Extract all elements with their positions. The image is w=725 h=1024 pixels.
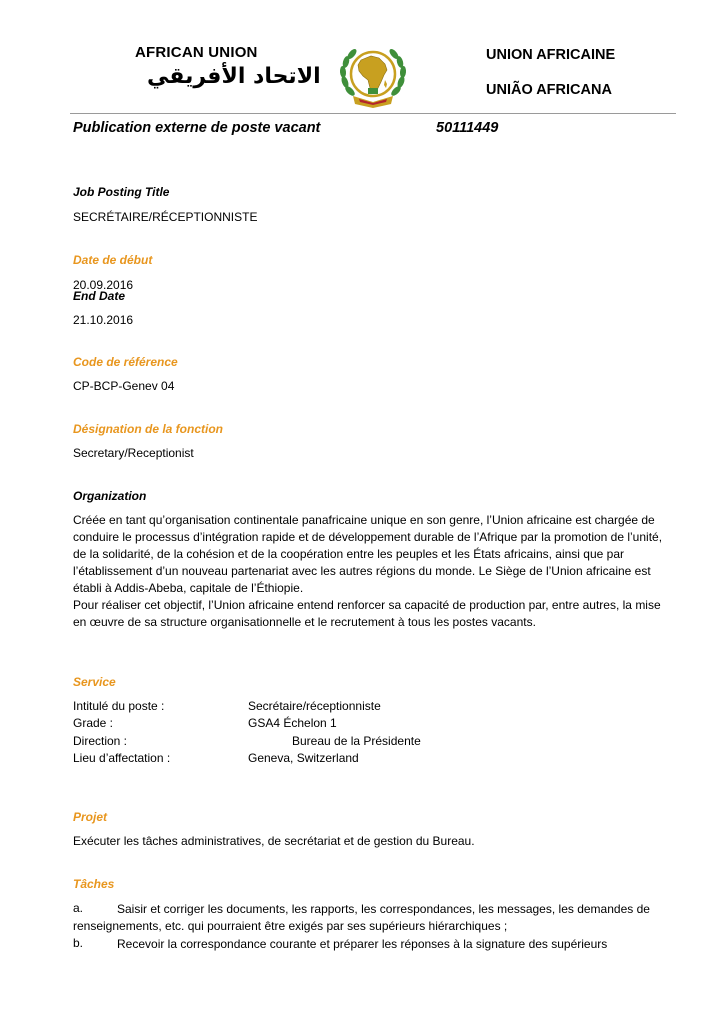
- service-value-job-title: Secrétaire/réceptionniste: [248, 699, 381, 713]
- start-date-value: 20.09.2016: [73, 278, 134, 292]
- task-text-a: Saisir et corriger les documents, les rapports, les correspondances, les messages, les demandes de: [117, 902, 650, 916]
- service-label: Service: [73, 675, 116, 689]
- service-value-location: Geneva, Switzerland: [248, 751, 359, 765]
- projet-text: Exécuter les tâches administratives, de secrétariat et de gestion du Bureau.: [73, 834, 475, 848]
- organization-label: Organization: [73, 489, 147, 503]
- organization-paragraph-1: Créée en tant qu’organisation continentale panafricaine unique en son genre, l’Union africaine est chargée de conduire le processus d’intégration rapide et de développement durable de l’Afrique par la promotion de l’unité, de la solidarité, de la cohésion et de la coopération entre les peuples et les États africains, ainsi que par l’établissement d’un nouveau partenariat avec les autres régions du monde. Le Siège de l’Union africaine est établi à Addis-Abeba, capitale de l’Éthiopie.: [73, 513, 663, 595]
- service-key-job-title: Intitulé du poste :: [73, 699, 165, 713]
- african-union-emblem-icon: [335, 44, 411, 112]
- job-posting-title-value: SECRÉTAIRE/RÉCEPTIONNISTE: [73, 210, 258, 224]
- designation-label: Désignation de la fonction: [73, 422, 224, 436]
- task-text-b: Recevoir la correspondance courante et préparer les réponses à la signature des supérieurs: [117, 937, 608, 951]
- header-divider: [70, 113, 676, 114]
- reference-label: Code de référence: [73, 355, 178, 369]
- task-letter-b: b.: [73, 936, 84, 950]
- organization-text: [73, 512, 673, 631]
- service-value-grade: GSA4 Échelon 1: [248, 716, 337, 730]
- service-key-grade: Grade :: [73, 716, 114, 730]
- service-key-location: Lieu d’affectation :: [73, 751, 171, 765]
- projet-label: Projet: [73, 810, 108, 824]
- task-text-a-continuation: renseignements, etc. qui pourraient être exigés par ses supérieurs hiérarchiques ;: [73, 919, 508, 933]
- header-right-title-1: UNION AFRICAINE: [486, 47, 616, 63]
- service-key-direction: Direction :: [73, 734, 128, 748]
- publication-title: Publication externe de poste vacant: [73, 120, 321, 136]
- start-date-label: Date de début: [73, 253, 153, 267]
- taches-label: Tâches: [73, 877, 115, 891]
- end-date-value: 21.10.2016: [73, 313, 134, 327]
- header-left-title: AFRICAN UNION: [135, 44, 258, 61]
- header-arabic-title: الاتحاد الأفريقي: [147, 64, 321, 89]
- job-posting-title-label: Job Posting Title: [73, 185, 170, 199]
- reference-value: CP-BCP-Genev 04: [73, 379, 175, 393]
- publication-number: 50111449: [436, 120, 499, 136]
- organization-paragraph-2: Pour réaliser cet objectif, l’Union africaine entend renforcer sa capacité de production par, entre autres, la mise en œuvre de sa structure organisationnelle et le recrutement à tous les postes vacants.: [73, 598, 661, 629]
- service-value-direction: Bureau de la Présidente: [292, 734, 421, 748]
- designation-value: Secretary/Receptionist: [73, 446, 194, 460]
- task-letter-a: a.: [73, 901, 84, 915]
- end-date-label: End Date: [73, 289, 126, 303]
- header-right-title-2: UNIÃO AFRICANA: [486, 82, 612, 98]
